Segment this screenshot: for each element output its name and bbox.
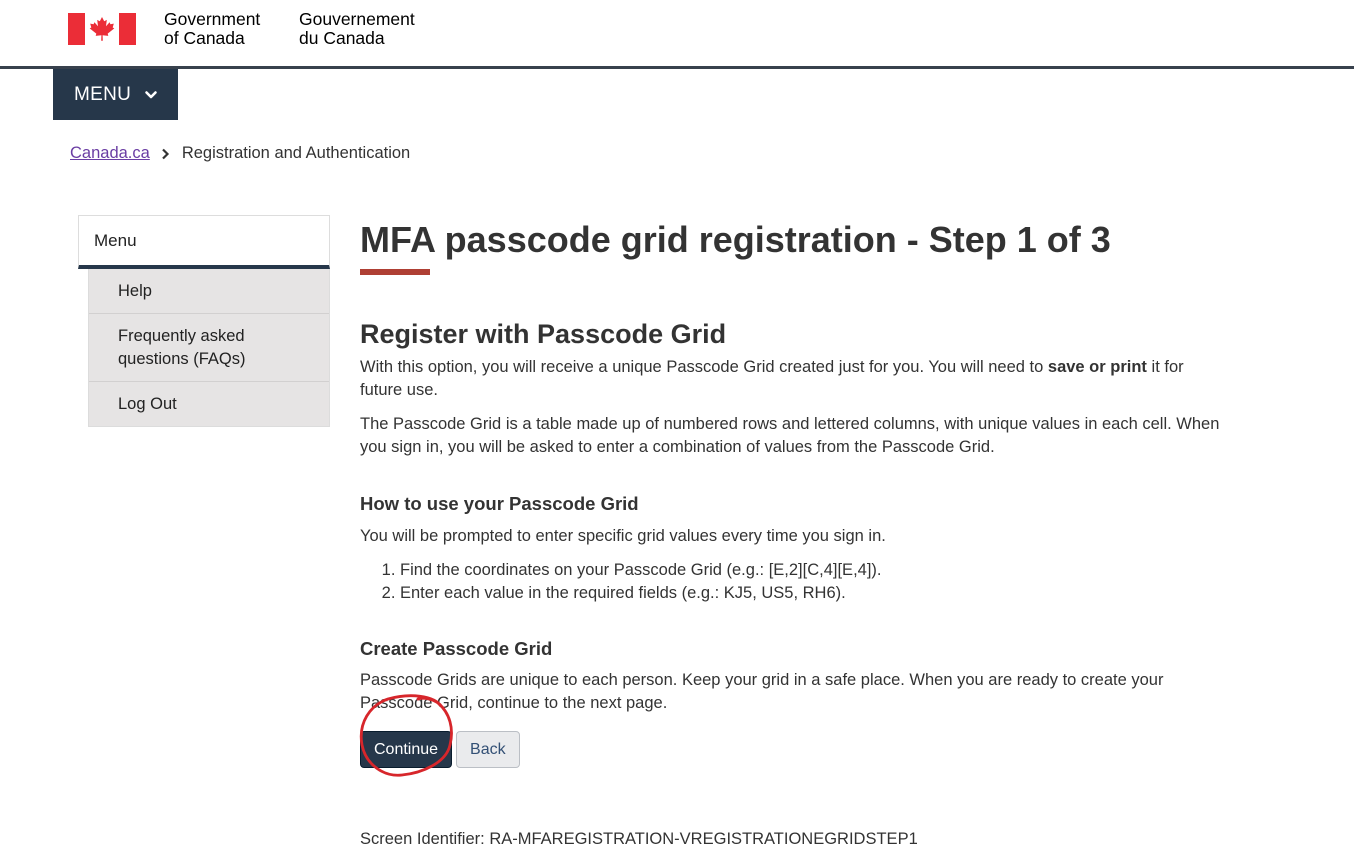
side-menu-item-faqs[interactable]: Frequently asked questions (FAQs) [89,313,329,381]
gov-fr-line2: du Canada [299,28,385,48]
side-menu [78,215,330,427]
main-menu-button[interactable] [53,69,178,120]
side-menu-item-help[interactable]: Help [118,282,152,300]
gov-fr-line1: Gouvernement [299,9,415,29]
list-item: 1. Find the coordinates on your Passcode Grid (e.g.: [E,2][C,4][E,4]). [400,559,1220,582]
gouvernement-du-canada-wordmark [299,10,415,48]
canada-flag-logo[interactable] [68,13,136,45]
main-menu-label: MENU [74,83,132,105]
create-grid-heading: Create Passcode Grid [360,638,553,659]
intro-text-start: With this option, you will receive a unique Passcode Grid created just for you. You will need to [360,358,1048,376]
how-to-use-text: You will be prompted to enter specific grid values every time you sign in. [360,527,886,545]
government-of-canada-wordmark [164,10,260,48]
create-grid-text: Passcode Grids are unique to each person. Keep your grid in a safe place. When you are ready to create your Passcode Grid, continue to the next page. [360,671,1164,712]
site-header [0,0,1354,66]
screen-identifier: Screen Identifier: RA-MFAREGISTRATION-VREGISTRATIONEGRIDSTEP1 [360,830,918,846]
side-menu-list [88,269,330,427]
intro-paragraph-2: The Passcode Grid is a table made up of numbered rows and lettered columns, with unique values in each cell. When you sign in, you will be asked to enter a combination of values from the Passcode Grid. [360,415,1220,456]
breadcrumb-current: Registration and Authentication [181,144,411,162]
intro-paragraph [360,356,1220,402]
continue-button[interactable]: Continue [360,731,452,768]
side-menu-item-log-out[interactable]: Log Out [89,381,329,426]
title-underline [360,269,430,275]
steps-list [360,559,1220,605]
breadcrumb [70,144,410,163]
back-button[interactable]: Back [456,731,520,768]
chevron-down-icon [144,88,158,102]
how-to-use-heading: How to use your Passcode Grid [360,493,639,514]
header-divider [0,66,1354,69]
page-title: MFA passcode grid registration - Step 1 of 3 [360,219,1111,260]
main-content [360,215,1220,768]
intro-text-end: it for future use. [360,358,1184,399]
section-title: Register with Passcode Grid [360,319,727,349]
gov-en-line2: of Canada [164,28,245,48]
list-item: 2. Enter each value in the required fields (e.g.: KJ5, US5, RH6). [400,582,1220,605]
intro-bold-text: save or print [1047,358,1147,376]
gov-en-line1: Government [164,9,261,29]
chevron-right-icon [161,148,170,160]
side-menu-title: Menu [78,215,330,269]
form-buttons [360,731,1220,768]
breadcrumb-home-link[interactable]: Canada.ca [70,144,150,162]
